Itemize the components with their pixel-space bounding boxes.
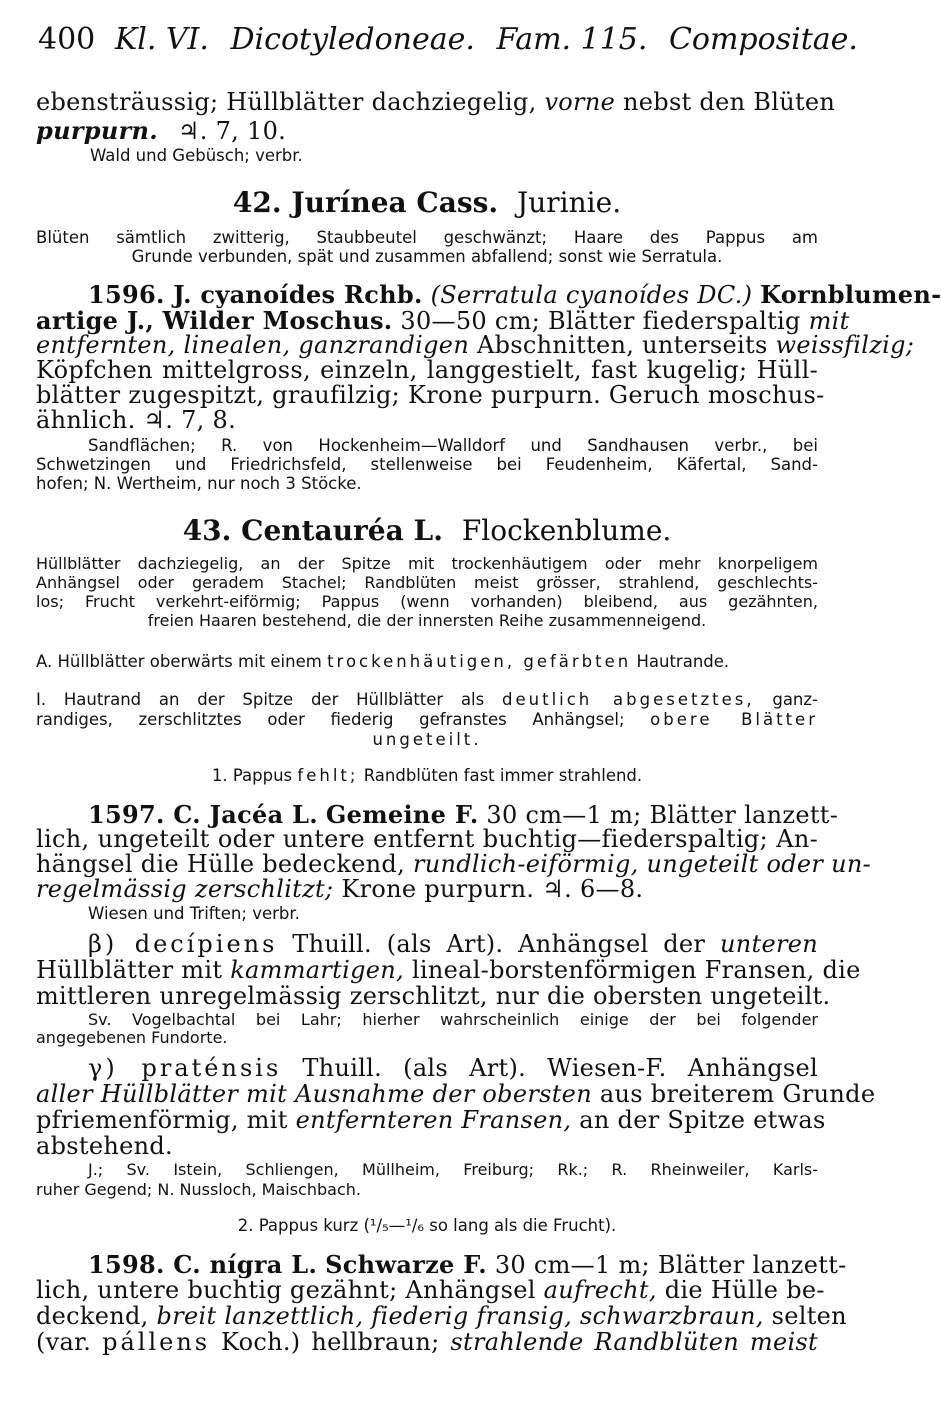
genus-description: freien Haaren bestehend, die der innersten Reihe zusammenneigend.: [147, 611, 707, 630]
species-entry: 1597. C. Jacéa L. Gemeine F. 30 cm—1 m; Blätter lanzett-: [88, 800, 839, 829]
genus-heading: 42. Jurínea Cass. Jurinie.: [232, 186, 622, 219]
text-line: blätter zugespitzt, graufilzig; Krone purpurn. Geruch moschus-: [36, 381, 825, 409]
genus-description: Blüten sämtlich zwitterig, Staubbeutel geschwänzt; Haare des Pappus am: [36, 228, 818, 247]
key-line: A. Hüllblätter oberwärts mit einem trockenhäutigen, gefärbten Hautrande.: [36, 652, 730, 671]
text-line: pfriemenförmig, mit entfernteren Fransen, an der Spitze etwas: [36, 1106, 826, 1134]
text-line: lich, ungeteilt oder untere entfernt buchtig—fiederspaltig; An-: [36, 825, 818, 853]
page-number: 400: [38, 22, 96, 57]
key-line: I. Hautrand an der Spitze der Hüllblätter als deutlich abgesetztes, ganz-: [36, 690, 819, 709]
key-line: 2. Pappus kurz (¹/₅—¹/₆ so lang als die Frucht).: [237, 1216, 617, 1235]
text-line: mittleren unregelmässig zerschlitzt, nur die obersten ungeteilt.: [36, 982, 831, 1010]
text-line: deckend, breit lanzettlich, fiederig fransig, schwarzbraun, selten: [36, 1302, 847, 1330]
key-line: 1. Pappus fehlt; Randblüten fast immer strahlend.: [211, 766, 643, 785]
locality-line: ruher Gegend; N. Nussloch, Maischbach.: [36, 1180, 361, 1199]
locality-line: hofen; N. Wertheim, nur noch 3 Stöcke.: [36, 474, 362, 493]
text-line: entfernten, linealen, ganzrandigen Abschnitten, unterseits weissfilzig;: [36, 331, 915, 359]
locality-line: angegebenen Fundorte.: [36, 1028, 228, 1047]
variety-entry: β) decípiens Thuill. (als Art). Anhängsel der unteren: [88, 930, 818, 958]
genus-description: Hüllblätter dachziegelig, an der Spitze mit trockenhäutigem oder mehr knorpeligem: [36, 554, 818, 573]
text-line: hängsel die Hülle bedeckend, rundlich-eiförmig, ungeteilt oder un-: [36, 850, 872, 878]
header-family-number: Fam. 115.: [496, 22, 648, 57]
text-line: (var. pállens Koch.) hellbraun; strahlende Randblüten meist: [36, 1328, 818, 1356]
text-line: regelmässig zerschlitzt; Krone purpurn. ♃. 6—8.: [36, 875, 644, 903]
key-line: ungeteilt.: [372, 730, 482, 749]
genus-description: Grunde verbunden, spät und zusammen abfallend; sonst wie Serratula.: [131, 247, 723, 266]
running-header: [38, 22, 858, 57]
key-line: randiges, zerschlitztes oder fiederig gefranstes Anhängsel; obere Blätter: [36, 710, 818, 729]
locality-line: Wiesen und Triften; verbr.: [88, 904, 300, 923]
text-line: ebensträussig; Hüllblätter dachziegelig, vorne nebst den Blüten: [36, 88, 836, 116]
genus-heading: 43. Centauréa L. Flockenblume.: [182, 514, 672, 547]
text-line: lich, untere buchtig gezähnt; Anhängsel aufrecht, die Hülle be-: [36, 1276, 825, 1304]
text-line: Köpfchen mittelgross, einzeln, langgestielt, fast kugelig; Hüll-: [36, 356, 818, 384]
text-line: abstehend.: [36, 1132, 173, 1160]
text-line: Hüllblätter mit kammartigen, lineal-borstenförmigen Fransen, die: [36, 956, 861, 984]
locality-line: Sv. Vogelbachtal bei Lahr; hierher wahrscheinlich einige der bei folgender: [88, 1010, 818, 1029]
text-line: aller Hüllblätter mit Ausnahme der obersten aus breiterem Grunde: [36, 1080, 876, 1108]
header-class: Kl. VI.: [114, 22, 209, 57]
text-line: purpurn. ♃. 7, 10.: [36, 116, 287, 145]
species-entry: 1598. C. nígra L. Schwarze F. 30 cm—1 m; Blätter lanzett-: [88, 1250, 847, 1279]
locality-line: Wald und Gebüsch; verbr.: [90, 146, 303, 165]
locality-line: Sandflächen; R. von Hockenheim—Walldorf und Sandhausen verbr., bei: [88, 436, 818, 455]
text-line: ähnlich. ♃. 7, 8.: [36, 406, 237, 434]
genus-description: los; Frucht verkehrt-eiförmig; Pappus (wenn vorhanden) bleibend, aus gezähnten,: [36, 592, 818, 611]
header-subclass: Dicotyledoneae.: [230, 22, 475, 57]
variety-entry: γ) praténsis Thuill. (als Art). Wiesen-F. Anhängsel: [88, 1054, 818, 1082]
genus-description: Anhängsel oder geradem Stachel; Randblüten meist grösser, strahlend, geschlechts-: [36, 573, 818, 592]
species-entry: 1596. J. cyanoídes Rchb. (Serratula cyanoídes DC.) Kornblumen-: [88, 280, 941, 309]
text-line: artige J., Wilder Moschus. 30—50 cm; Blätter fiederspaltig mit: [36, 306, 850, 335]
header-family: Compositae.: [668, 22, 858, 57]
locality-line: Schwetzingen und Friedrichsfeld, stellenweise bei Feudenheim, Käfertal, Sand-: [36, 455, 818, 474]
locality-line: J.; Sv. Istein, Schliengen, Müllheim, Freiburg; Rk.; R. Rheinweiler, Karls-: [88, 1160, 818, 1179]
